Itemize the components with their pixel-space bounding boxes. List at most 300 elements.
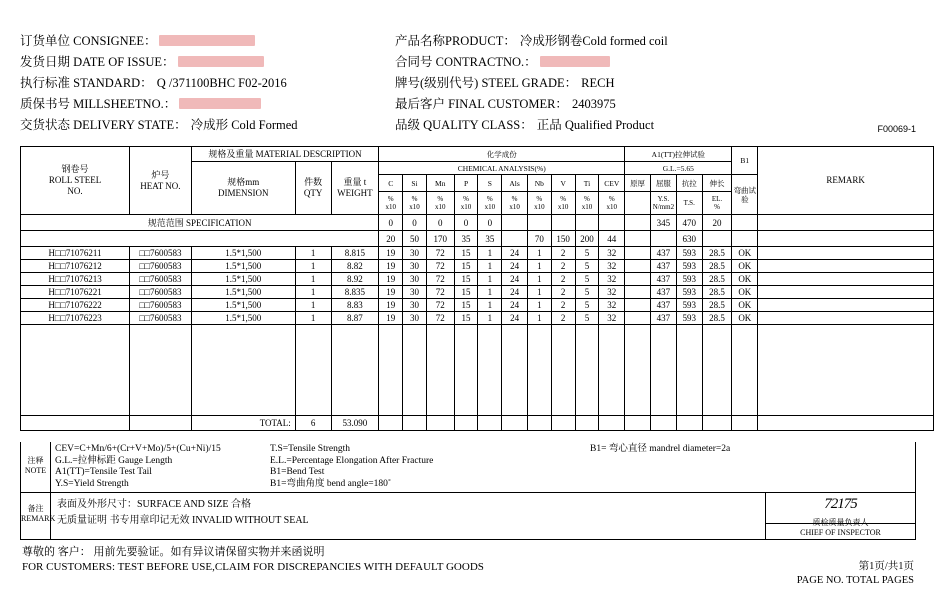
total-blank-Mn: [426, 416, 454, 431]
notes-inner: [21, 442, 915, 492]
cell-chem-Nb: 1: [527, 273, 551, 286]
cell-roll-no: H□□71076213: [21, 273, 130, 286]
cell-bend: OK: [732, 299, 758, 312]
cell-ts: 593: [676, 247, 702, 260]
remark-block: [20, 492, 916, 540]
total-blank-S: [478, 416, 502, 431]
blank-remark: [758, 325, 934, 416]
steel-grade-field: [395, 73, 915, 93]
th-bend-test: 弯曲试验: [732, 175, 758, 215]
cell-el: 28.5: [702, 273, 732, 286]
quality-class-field: [395, 115, 915, 135]
spec-min-remark: [758, 215, 934, 231]
cell-ts: 593: [676, 299, 702, 312]
consignee-redacted: [159, 35, 255, 46]
quality-class-label: 品级 QUALITY CLASS：: [395, 117, 533, 132]
th-tensile-test: A1(TT)拉伸试验: [625, 147, 732, 162]
form-code: F00069-1: [877, 124, 916, 134]
certificate-table: [20, 146, 934, 431]
note-b1-angle: B1=弯曲角度 bend angle=180˚: [270, 478, 392, 489]
cell-qty: 1: [295, 260, 331, 273]
cell-chem-P: 15: [454, 273, 478, 286]
th-tensile-ts: 抗拉: [676, 175, 702, 192]
cell-chem-P: 15: [454, 299, 478, 312]
spec-min-bend: [732, 215, 758, 231]
note-gl: G.L.=拉伸标距 Gauge Length: [55, 455, 173, 466]
cell-roll-no: H□□71076222: [21, 299, 130, 312]
millsheet-no-field: [20, 94, 395, 114]
cell-chem-Ti: 5: [575, 260, 599, 273]
spec-max-bend: [732, 231, 758, 247]
cell-qty: 1: [295, 312, 331, 325]
cell-ys: 437: [650, 247, 676, 260]
total-blank-CEV: [599, 416, 625, 431]
date-of-issue-field: [20, 52, 395, 72]
cell-weight: 8.815: [331, 247, 379, 260]
final-customer-value: 2403975: [571, 96, 616, 111]
cell-chem-Nb: 1: [527, 247, 551, 260]
blank-heat-no: [130, 325, 192, 416]
spec-max-Als: [502, 231, 528, 247]
footer-line-cn: 尊敬的 客户： 用前先要验证。如有异议请保留实物并来函说明: [22, 546, 325, 558]
blank-chem-Mn: [426, 325, 454, 416]
cell-heat-no: □□7600583: [130, 247, 192, 260]
delivery-state-label: 交货状态 DELIVERY STATE：: [20, 117, 187, 132]
spec-max-ts: 630: [676, 231, 702, 247]
cell-weight: 8.82: [331, 260, 379, 273]
cell-bend: OK: [732, 260, 758, 273]
th-unit-Nb: % x10: [527, 192, 551, 215]
spec-min-C: 0: [379, 215, 403, 231]
quality-class-value: 正品 Qualified Product: [536, 117, 655, 132]
cell-bend: OK: [732, 312, 758, 325]
steel-grade-label: 牌号(级别代号) STEEL GRADE：: [395, 75, 578, 90]
header-row-1: [20, 30, 916, 51]
cell-chem-Si: 30: [403, 247, 427, 260]
th-heat-no: 炉号 HEAT NO.: [130, 147, 192, 215]
table-row: [21, 286, 934, 299]
note-b1-bend: B1=Bend Test: [270, 467, 325, 477]
notes-block: [20, 442, 916, 493]
cell-thickness: [625, 286, 651, 299]
blank-bend: [732, 325, 758, 416]
table-blank-filler: [21, 325, 934, 416]
total-blank-V: [551, 416, 575, 431]
contract-no-field: [395, 52, 915, 72]
cell-chem-Mn: 72: [426, 273, 454, 286]
page-count-cn: 第1页/共1页: [858, 561, 914, 572]
th-tensile-thickness: 原厚: [625, 175, 651, 192]
th-tensile-el: 伸长: [702, 175, 732, 192]
blank-chem-C: [379, 325, 403, 416]
blank-el: [702, 325, 732, 416]
th-unit-Ti: % x10: [575, 192, 599, 215]
cell-dimension: 1.5*1,500: [191, 260, 295, 273]
spec-min-Nb: [527, 215, 551, 231]
cell-chem-Als: 24: [502, 273, 528, 286]
date-of-issue-redacted: [178, 56, 264, 67]
signature-caption: 质检质量负责人 CHIEF OF INSPECTOR: [800, 518, 881, 537]
th-unit-V: % x10: [551, 192, 575, 215]
th-unit-P: % x10: [454, 192, 478, 215]
delivery-state-field: [20, 115, 395, 135]
th-chem-Si: Si: [403, 175, 427, 192]
cell-chem-Nb: 1: [527, 312, 551, 325]
cell-chem-V: 2: [551, 273, 575, 286]
th-unit-Als: % x10: [502, 192, 528, 215]
blank-chem-V: [551, 325, 575, 416]
cell-chem-Als: 24: [502, 260, 528, 273]
cell-chem-S: 1: [478, 247, 502, 260]
page-count-en: PAGE NO. TOTAL PAGES: [796, 575, 914, 586]
total-blank-ts: [676, 416, 702, 431]
note-ts: T.S=Tensile Strength: [270, 444, 350, 454]
spec-min-Als: [502, 215, 528, 231]
blank-chem-Si: [403, 325, 427, 416]
total-blank-ys: [650, 416, 676, 431]
cell-chem-C: 19: [379, 312, 403, 325]
cell-ts: 593: [676, 273, 702, 286]
cell-roll-no: H□□71076223: [21, 312, 130, 325]
cell-qty: 1: [295, 299, 331, 312]
notes-body: [51, 442, 915, 492]
spec-max-Mn: 170: [426, 231, 454, 247]
header-row-2: [20, 51, 916, 72]
total-blank-Als: [502, 416, 528, 431]
cell-chem-CEV: 32: [599, 299, 625, 312]
cell-chem-CEV: 32: [599, 312, 625, 325]
cell-weight: 8.835: [331, 286, 379, 299]
cell-chem-Ti: 5: [575, 312, 599, 325]
cell-dimension: 1.5*1,500: [191, 247, 295, 260]
th-unit-el: EL. %: [702, 192, 732, 215]
cell-remark: [758, 299, 934, 312]
spec-max-ys: [650, 231, 676, 247]
product-field: [395, 31, 915, 51]
cell-chem-Mn: 72: [426, 286, 454, 299]
notes-column-2: [270, 444, 590, 490]
cell-qty: 1: [295, 273, 331, 286]
cell-ys: 437: [650, 299, 676, 312]
th-dimension: 规格mm DIMENSION: [191, 162, 295, 215]
footer-notice: [22, 545, 484, 575]
th-chemical-analysis: 化学成份: [379, 147, 625, 162]
th-chem-V: V: [551, 175, 575, 192]
spec-max-CEV: 44: [599, 231, 625, 247]
cell-ts: 593: [676, 312, 702, 325]
th-chemical-analysis-en: CHEMICAL ANALYSIS(%): [379, 162, 625, 175]
header-row-3: [20, 72, 916, 93]
cell-chem-C: 19: [379, 273, 403, 286]
spec-min-Mn: 0: [426, 215, 454, 231]
blank-chem-Nb: [527, 325, 551, 416]
th-unit-CEV: % x10: [599, 192, 625, 215]
cell-chem-P: 15: [454, 247, 478, 260]
standard-value: Q /371100BHC F02-2016: [156, 75, 287, 90]
cell-dimension: 1.5*1,500: [191, 273, 295, 286]
total-weight: 53.090: [331, 416, 379, 431]
product-label: 产品名称PRODUCT：: [395, 33, 516, 48]
note-a1tt: A1(TT)=Tensile Test Tail: [55, 467, 152, 477]
cell-chem-Mn: 72: [426, 247, 454, 260]
contract-no-label: 合同号 CONTRACTNO.：: [395, 54, 537, 69]
total-blank-C: [379, 416, 403, 431]
th-bend-b1: B1: [732, 147, 758, 175]
th-tensile-ys: 屈服: [650, 175, 676, 192]
total-blank-el: [702, 416, 732, 431]
remark-label: 备注 REMARK: [21, 492, 51, 539]
cell-weight: 8.92: [331, 273, 379, 286]
cell-thickness: [625, 312, 651, 325]
cell-el: 28.5: [702, 247, 732, 260]
remark-line-surface: 表面及外形尺寸：SURFACE AND SIZE 合格: [57, 499, 251, 510]
total-row: [21, 416, 934, 431]
blank-chem-P: [454, 325, 478, 416]
cell-el: 28.5: [702, 286, 732, 299]
inspector-signature: 72175: [824, 496, 857, 512]
blank-ys: [650, 325, 676, 416]
cell-chem-Si: 30: [403, 273, 427, 286]
cell-chem-Si: 30: [403, 299, 427, 312]
spec-max-el: [702, 231, 732, 247]
cell-dimension: 1.5*1,500: [191, 312, 295, 325]
cell-chem-V: 2: [551, 286, 575, 299]
product-value: 冷成形钢卷Cold formed coil: [519, 33, 668, 48]
cell-chem-Als: 24: [502, 299, 528, 312]
th-chem-Mn: Mn: [426, 175, 454, 192]
cell-ys: 437: [650, 273, 676, 286]
cell-dimension: 1.5*1,500: [191, 299, 295, 312]
th-remark: REMARK: [758, 147, 934, 215]
cell-chem-CEV: 32: [599, 286, 625, 299]
final-customer-label: 最后客户 FINAL CUSTOMER：: [395, 96, 568, 111]
cell-chem-Nb: 1: [527, 299, 551, 312]
specification-max-blank: [21, 231, 379, 247]
cell-chem-S: 1: [478, 299, 502, 312]
blank-chem-Ti: [575, 325, 599, 416]
consignee-field: [20, 31, 395, 51]
th-tensile-gl: G.L.=5.65: [625, 162, 732, 175]
spec-min-ts: 470: [676, 215, 702, 231]
specification-label: 规范范围 SPECIFICATION: [21, 215, 379, 231]
th-unit-ys: Y.S. N/mm2: [650, 192, 676, 215]
total-qty: 6: [295, 416, 331, 431]
th-chem-P: P: [454, 175, 478, 192]
specification-label-row: [21, 215, 934, 231]
cell-heat-no: □□7600583: [130, 312, 192, 325]
blank-chem-Als: [502, 325, 528, 416]
blank-weight: [331, 325, 379, 416]
th-unit-Si: % x10: [403, 192, 427, 215]
total-blank-bend: [732, 416, 758, 431]
steel-grade-value: RECH: [581, 75, 615, 90]
cell-weight: 8.83: [331, 299, 379, 312]
cell-remark: [758, 247, 934, 260]
cell-chem-Ti: 5: [575, 273, 599, 286]
spec-max-C: 20: [379, 231, 403, 247]
notes-column-3: [590, 444, 915, 490]
cell-chem-Als: 24: [502, 312, 528, 325]
th-unit-Mn: % x10: [426, 192, 454, 215]
cell-chem-CEV: 32: [599, 247, 625, 260]
signature-box: [765, 492, 915, 539]
total-blank-roll: [21, 416, 130, 431]
cell-chem-Mn: 72: [426, 299, 454, 312]
total-blank-remark: [758, 416, 934, 431]
total-label: TOTAL:: [191, 416, 295, 431]
cell-heat-no: □□7600583: [130, 286, 192, 299]
th-chem-Als: Als: [502, 175, 528, 192]
th-chem-CEV: CEV: [599, 175, 625, 192]
table-row: [21, 312, 934, 325]
table-header-row-1: [21, 147, 934, 162]
note-b1-mandrel: B1= 弯心直径 mandrel diameter=2a: [590, 444, 731, 454]
spec-min-Ti: [575, 215, 599, 231]
standard-field: [20, 73, 395, 93]
consignee-label: 订货单位 CONSIGNEE：: [20, 33, 157, 48]
cell-chem-S: 1: [478, 260, 502, 273]
spec-min-thickness: [625, 215, 651, 231]
th-weight: 重量 t WEIGHT: [331, 162, 379, 215]
spec-max-thickness: [625, 231, 651, 247]
table-row: [21, 260, 934, 273]
spec-min-Si: 0: [403, 215, 427, 231]
cell-bend: OK: [732, 286, 758, 299]
cell-thickness: [625, 260, 651, 273]
cell-thickness: [625, 299, 651, 312]
table-row: [21, 247, 934, 260]
cell-chem-P: 15: [454, 260, 478, 273]
cell-chem-Ti: 5: [575, 299, 599, 312]
th-chem-Ti: Ti: [575, 175, 599, 192]
th-qty: 件数 QTY: [295, 162, 331, 215]
total-blank-Si: [403, 416, 427, 431]
cell-weight: 8.87: [331, 312, 379, 325]
cell-remark: [758, 260, 934, 273]
cell-bend: OK: [732, 273, 758, 286]
cell-chem-C: 19: [379, 247, 403, 260]
document-header: [20, 30, 916, 135]
cell-chem-P: 15: [454, 312, 478, 325]
blank-qty: [295, 325, 331, 416]
cell-el: 28.5: [702, 260, 732, 273]
note-cev: CEV=C+Mn/6+(Cr+V+Mo)/5+(Cu+Ni)/15: [55, 444, 221, 454]
blank-chem-CEV: [599, 325, 625, 416]
cell-bend: OK: [732, 247, 758, 260]
cell-qty: 1: [295, 286, 331, 299]
spec-max-S: 35: [478, 231, 502, 247]
cell-chem-Ti: 5: [575, 247, 599, 260]
spec-max-P: 35: [454, 231, 478, 247]
cell-remark: [758, 286, 934, 299]
cell-el: 28.5: [702, 312, 732, 325]
spec-min-P: 0: [454, 215, 478, 231]
footer-line-en: FOR CUSTOMERS: TEST BEFORE USE,CLAIM FOR DISCREPANCIES WITH DEFAULT GOODS: [22, 561, 484, 573]
th-chem-Nb: Nb: [527, 175, 551, 192]
th-unit-thickness: [625, 192, 651, 215]
cell-ys: 437: [650, 286, 676, 299]
cell-dimension: 1.5*1,500: [191, 286, 295, 299]
cell-chem-Als: 24: [502, 286, 528, 299]
th-unit-S: % x10: [478, 192, 502, 215]
cell-chem-V: 2: [551, 260, 575, 273]
blank-ts: [676, 325, 702, 416]
blank-dimension: [191, 325, 295, 416]
blank-thickness: [625, 325, 651, 416]
date-of-issue-label: 发货日期 DATE OF ISSUE：: [20, 54, 175, 69]
cell-chem-S: 1: [478, 286, 502, 299]
cell-ts: 593: [676, 286, 702, 299]
cell-thickness: [625, 273, 651, 286]
cell-chem-Mn: 72: [426, 260, 454, 273]
total-blank-Ti: [575, 416, 599, 431]
cell-thickness: [625, 247, 651, 260]
cell-remark: [758, 273, 934, 286]
th-roll-steel-no: 钢卷号 ROLL STEEL NO.: [21, 147, 130, 215]
header-row-5: [20, 114, 916, 135]
cell-chem-S: 1: [478, 273, 502, 286]
cell-heat-no: □□7600583: [130, 260, 192, 273]
blank-chem-S: [478, 325, 502, 416]
delivery-state-value: 冷成形 Cold Formed: [190, 117, 298, 132]
note-ys: Y.S=Yield Strength: [55, 478, 129, 489]
standard-label: 执行标准 STANDARD：: [20, 75, 153, 90]
cell-el: 28.5: [702, 299, 732, 312]
notes-label: 注释 NOTE: [21, 442, 51, 492]
table-row: [21, 273, 934, 286]
cell-heat-no: □□7600583: [130, 299, 192, 312]
cell-ts: 593: [676, 260, 702, 273]
th-material-description: 规格及重量 MATERIAL DESCRIPTION: [191, 147, 379, 162]
specification-max-row: [21, 231, 934, 247]
cell-chem-Si: 30: [403, 260, 427, 273]
cell-chem-C: 19: [379, 286, 403, 299]
spec-max-Nb: 70: [527, 231, 551, 247]
header-row-4: [20, 93, 916, 114]
total-blank-heat: [130, 416, 192, 431]
notes-column-1: [55, 444, 270, 490]
cell-chem-Nb: 1: [527, 286, 551, 299]
contract-no-redacted: [540, 56, 610, 67]
th-chem-C: C: [379, 175, 403, 192]
cell-chem-Mn: 72: [426, 312, 454, 325]
final-customer-field: [395, 94, 915, 114]
remark-line-seal: 无质量证明 书专用章印记无效 INVALID WITHOUT SEAL: [57, 515, 309, 526]
millsheet-no-redacted: [179, 98, 261, 109]
note-el: E.L.=Percentage Elongation After Fracture: [270, 455, 434, 466]
total-blank-thickness: [625, 416, 651, 431]
cell-qty: 1: [295, 247, 331, 260]
cell-roll-no: H□□71076212: [21, 260, 130, 273]
spec-min-V: [551, 215, 575, 231]
cell-chem-Nb: 1: [527, 260, 551, 273]
spec-min-CEV: [599, 215, 625, 231]
page-count: [797, 560, 914, 588]
remark-body: [51, 492, 765, 539]
th-unit-C: % x10: [379, 192, 403, 215]
cell-ys: 437: [650, 260, 676, 273]
cell-ys: 437: [650, 312, 676, 325]
spec-min-ys: 345: [650, 215, 676, 231]
spec-max-remark: [758, 231, 934, 247]
cell-chem-Als: 24: [502, 247, 528, 260]
spec-max-Si: 50: [403, 231, 427, 247]
cell-chem-CEV: 32: [599, 260, 625, 273]
cell-roll-no: H□□71076221: [21, 286, 130, 299]
cell-remark: [758, 312, 934, 325]
total-blank-P: [454, 416, 478, 431]
millsheet-no-label: 质保书号 MILLSHEETNO.：: [20, 96, 177, 111]
